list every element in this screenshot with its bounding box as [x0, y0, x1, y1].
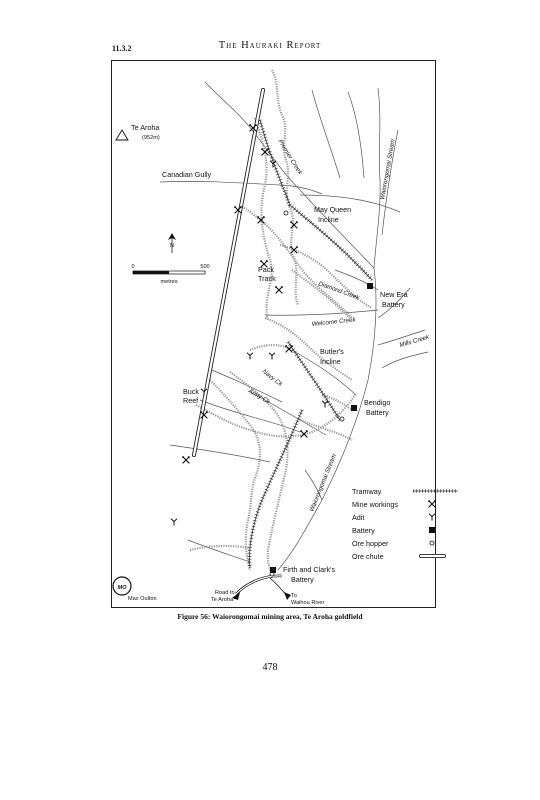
credit	[113, 577, 157, 602]
legend-mine-label: Mine workings	[352, 500, 398, 509]
battery-firth-clark	[270, 567, 276, 573]
label-buck-1: Buck	[183, 387, 199, 396]
label-credit: Max Oulton	[128, 596, 157, 602]
legend-battery-label: Battery	[352, 526, 375, 535]
label-waihou-1: To	[291, 593, 297, 599]
label-may-queen-2: Incline	[318, 215, 339, 224]
ore-hoppers	[270, 211, 344, 576]
roads	[232, 576, 291, 600]
running-head: The Hauraki Report	[218, 40, 322, 51]
legend-tramway-label: Tramway	[352, 487, 382, 496]
page-number: 478	[262, 662, 278, 673]
label-premier-creek: Premier Creek	[276, 138, 304, 176]
label-mills-creek: Mills Creek	[398, 333, 430, 349]
label-pack-1: Pack	[258, 265, 274, 274]
label-bendigo-2: Battery	[366, 408, 389, 417]
north-label: N	[169, 243, 175, 249]
label-navy-ck: Navy Ck	[260, 368, 284, 388]
battery-bendigo	[351, 405, 357, 411]
scale-max: 500	[200, 264, 210, 270]
figure-caption: Figure 56: Waiorongomai mining area, Te Aroha goldfield	[177, 612, 363, 621]
label-waiorongomai-stream-north: Waiorongomai Stream	[379, 138, 397, 201]
label-road-1: Road to	[215, 590, 235, 596]
scale-unit: metres	[160, 279, 178, 285]
tramway-lower	[250, 410, 303, 568]
label-army-ck: Army Ck	[247, 387, 272, 406]
legend-adit-label: Adit	[352, 513, 365, 522]
label-pack-2: Track	[258, 274, 276, 283]
label-butlers-2: Incline	[320, 357, 341, 366]
legend-battery-symbol	[429, 527, 435, 533]
scale-zero: 0	[131, 264, 135, 270]
monogram-text: MO	[117, 585, 127, 591]
label-waiorongomai-stream-south: Waiorongomai Stream	[308, 453, 338, 513]
label-new-era-1: New Era	[380, 290, 408, 299]
battery-new-era	[367, 283, 373, 289]
tramway-may-queen-incline	[260, 120, 372, 280]
label-firth-2: Battery	[291, 575, 314, 584]
section-number: 11.3.2	[112, 44, 132, 53]
label-welcome-creek: Welcome Creek	[311, 316, 356, 328]
label-te-aroha: Te Aroha	[131, 123, 160, 132]
label-canadian-gully: Canadian Gully	[162, 170, 212, 179]
north-arrow-icon	[168, 233, 176, 253]
scale-bar	[131, 264, 209, 285]
legend-hopper-label: Ore hopper	[352, 539, 389, 548]
label-may-queen-1: May Queen	[314, 205, 352, 214]
label-diamond-creek: Diamond Creek	[317, 280, 361, 302]
label-road-2: Te Aroha	[211, 597, 234, 603]
legend-hopper-symbol	[430, 541, 434, 545]
legend	[352, 487, 458, 561]
legend-chute-label: Ore chute	[352, 552, 384, 561]
label-te-aroha-height: (952m)	[142, 135, 160, 141]
peak-triangle-icon	[116, 130, 128, 140]
label-bendigo-1: Bendigo	[364, 398, 391, 407]
legend-mine-symbol	[428, 500, 436, 507]
map-labels	[131, 123, 431, 606]
legend-adit-symbol	[429, 514, 435, 521]
label-buck-2: Reef	[183, 396, 199, 405]
label-firth-1: Firth and Clark's	[283, 565, 336, 574]
label-waihou-2: Waihou River	[291, 600, 325, 606]
label-butlers-1: Butler's	[320, 347, 344, 356]
label-new-era-2: Battery	[382, 300, 405, 309]
